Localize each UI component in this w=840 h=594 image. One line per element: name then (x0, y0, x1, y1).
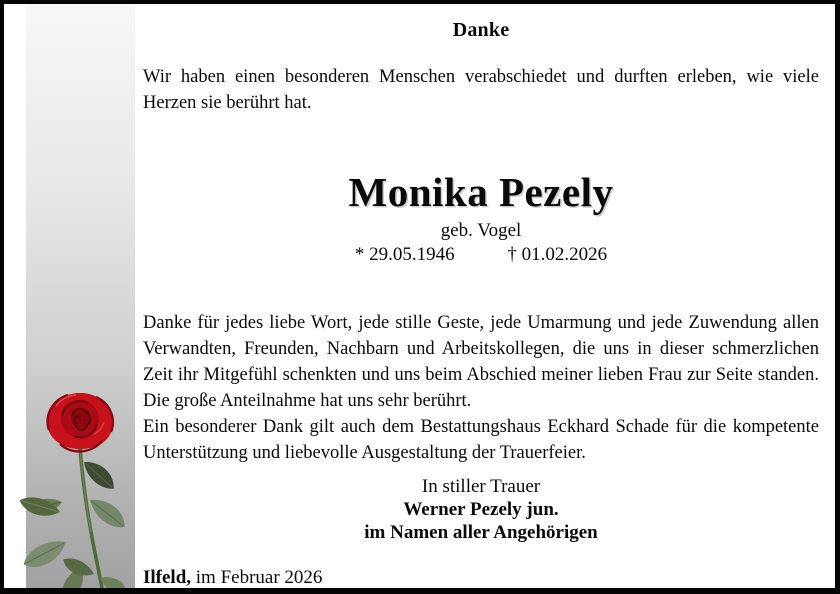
notice-title: Danke (452, 19, 510, 41)
place-date-line (143, 566, 819, 589)
deceased-name: Monika Pezely (348, 169, 614, 215)
birth-date: * 29.05.1946 (354, 244, 455, 265)
intro-paragraph: Wir haben einen besonderen Menschen verabschiedet und durften erleben, wie viele Herzen sie berührt hat. (143, 67, 819, 113)
notice-text-column (143, 4, 819, 589)
closing-line-3: im Namen aller Angehörigen (364, 522, 598, 543)
closing-line-1: In stiller Trauer (421, 476, 541, 497)
maiden-name: geb. Vogel (440, 220, 522, 241)
notice-date: im Februar 2026 (195, 567, 323, 588)
thanks-paragraph-1: Danke für jedes liebe Wort, jede stille Geste, jede Umarmung und jede Zuwendung allen Verwandten, Freunden, Nachbarn und Arbeitskollegen, die uns in dieser schmerzlichen Zeit ihr Mitgefühl schenkten und uns beim Abschied meiner lieben Frau zur Seite standen. Die große Anteilnahme hat uns sehr berührt. (143, 313, 819, 411)
red-rose-icon (4, 382, 140, 588)
red-rose-graphic (4, 382, 140, 588)
place-name: Ilfeld, (143, 567, 192, 588)
death-date: † 01.02.2026 (507, 244, 608, 265)
closing-line-2: Werner Pezely jun. (403, 499, 559, 520)
thanks-paragraph-2: Ein besonderer Dank gilt auch dem Bestattungshaus Eckhard Schade für die kompetente Unterstützung und liebevolle Ausgestaltung der Trauerfeier. (143, 417, 819, 463)
life-dates (143, 243, 819, 266)
